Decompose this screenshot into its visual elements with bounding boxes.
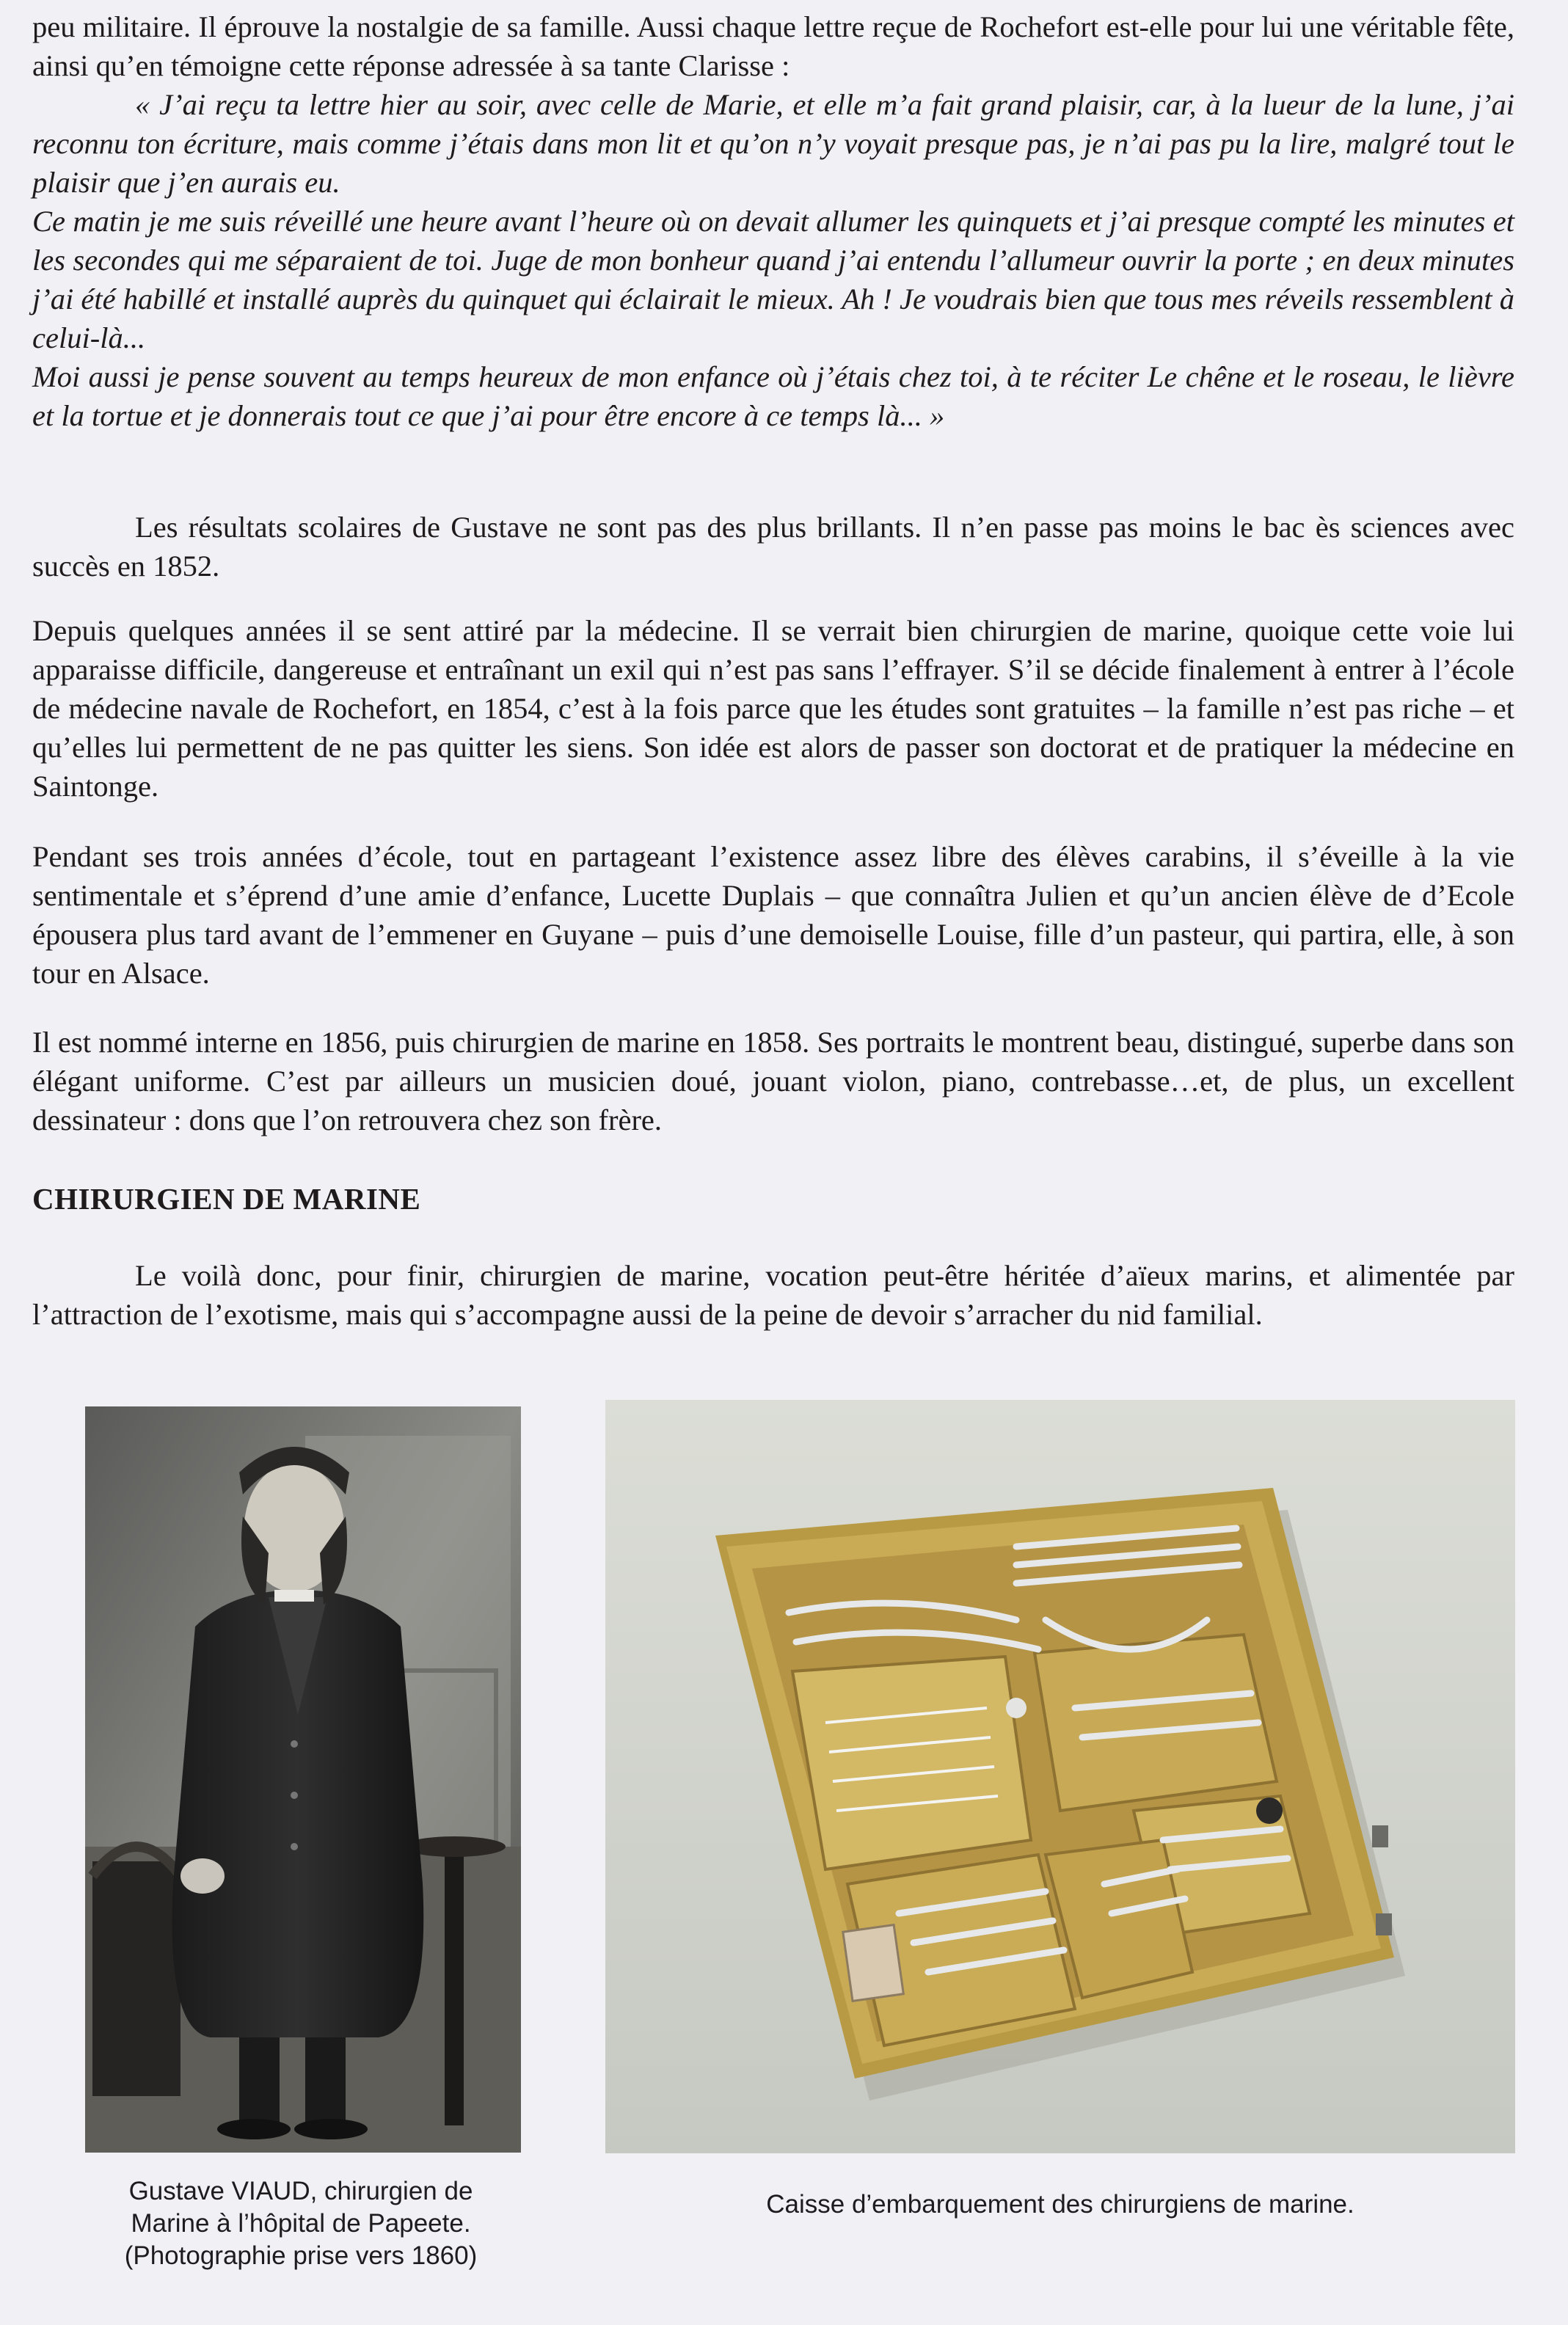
paragraph-school: Pendant ses trois années d’école, tout en partageant l’existence assez libre des élèves carabins, il s’éveille à la vie sentimentale et s’éprend d’une amie d’enfance, Lucette Duplais – que connaîtra Julien et qu’un ancien élève de d’Ecole épousera plus tard avant de l’emmener en Guyane – puis d’une demoiselle Louise, fille d’un pasteur, qui partira, elle, à son tour en Alsace. (32, 840, 1514, 990)
portrait-caption (73, 2175, 528, 2272)
body-text-top (32, 7, 1514, 435)
surgical-chest-illustration (605, 1400, 1515, 2153)
letter-quote-part-2: Ce matin je me suis réveillé une heure avant l’heure où on devait allumer les quinquets et j’ai presque compté les minutes et les secondes qui me séparaient de toi. Juge de mon bonheur quand j’ai entendu l’allumeur ouvrir la porte ; en deux minutes j’ai été habillé et installé auprès du quinquet qui éclairait le mieux. Ah ! Je voudrais bien que tous mes réveils ressemblent à celui-là... (32, 205, 1514, 354)
portrait-caption-line-2: Marine à l’hôpital de Papeete. (131, 2209, 471, 2238)
portrait-photo (85, 1406, 521, 2153)
portrait-illustration (85, 1406, 521, 2153)
section-heading: CHIRURGIEN DE MARINE (32, 1182, 421, 1216)
surgical-chest-photo (605, 1400, 1515, 2153)
paragraph-results: Les résultats scolaires de Gustave ne sont pas des plus brillants. Il n’en passe pas moins le bac ès sciences avec succès en 1852. (32, 511, 1514, 583)
portrait-caption-line-1: Gustave VIAUD, chirurgien de (128, 2177, 473, 2205)
paragraph-vocation: Le voilà donc, pour finir, chirurgien de marine, vocation peut-être héritée d’aïeux marins, et alimentée par l’attraction de l’exotisme, mais qui s’accompagne aussi de la peine de devoir s’arracher du nid familial. (32, 1259, 1514, 1331)
letter-quote-part-1: « J’ai reçu ta lettre hier au soir, avec celle de Marie, et elle m’a fait grand plaisir, car, à la lueur de la lune, j’ai reconnu ton écriture, mais comme j’étais dans mon lit et qu’on n’y voyait presque pas, je n’ai pas pu la lire, malgré tout le plaisir que j’en aurais eu. (32, 88, 1514, 199)
paragraph-medicine: Depuis quelques années il se sent attiré par la médecine. Il se verrait bien chirurgien de marine, quoique cette voie lui apparaisse difficile, dangereuse et entraînant un exil qui n’est pas sans l’effrayer. S’il se décide finalement à entrer à l’école de médecine navale de Rochefort, en 1854, c’est à la fois parce que les études sont gratuites – la famille n’est pas riche – et qu’elles lui permettent de ne pas quitter les siens. Son idée est alors de passer son doctorat et de pratiquer la médecine en Saintonge. (32, 614, 1514, 803)
paragraph-intro: peu militaire. Il éprouve la nostalgie de sa famille. Aussi chaque lettre reçue de Rochefort est-elle pour lui une véritable fête, ainsi qu’en témoigne cette réponse adressée à sa tante Clarisse : (32, 10, 1514, 82)
chest-caption: Caisse d’embarquement des chirurgiens de marine. (766, 2190, 1354, 2219)
paragraph-intern: Il est nommé interne en 1856, puis chirurgien de marine en 1858. Ses portraits le montrent beau, distingué, superbe dans son élégant uniforme. C’est par ailleurs un musicien doué, jouant violon, piano, contrebasse…et, de plus, un excellent dessinateur : dons que l’on retrouvera chez son frère. (32, 1026, 1514, 1136)
portrait-caption-line-3: (Photographie prise vers 1860) (124, 2241, 478, 2270)
letter-quote-part-3: Moi aussi je pense souvent au temps heureux de mon enfance où j’étais chez toi, à te réciter Le chêne et le roseau, le lièvre et la tortue et je donnerais tout ce que j’ai pour être encore à ce temps là... » (32, 360, 1514, 432)
